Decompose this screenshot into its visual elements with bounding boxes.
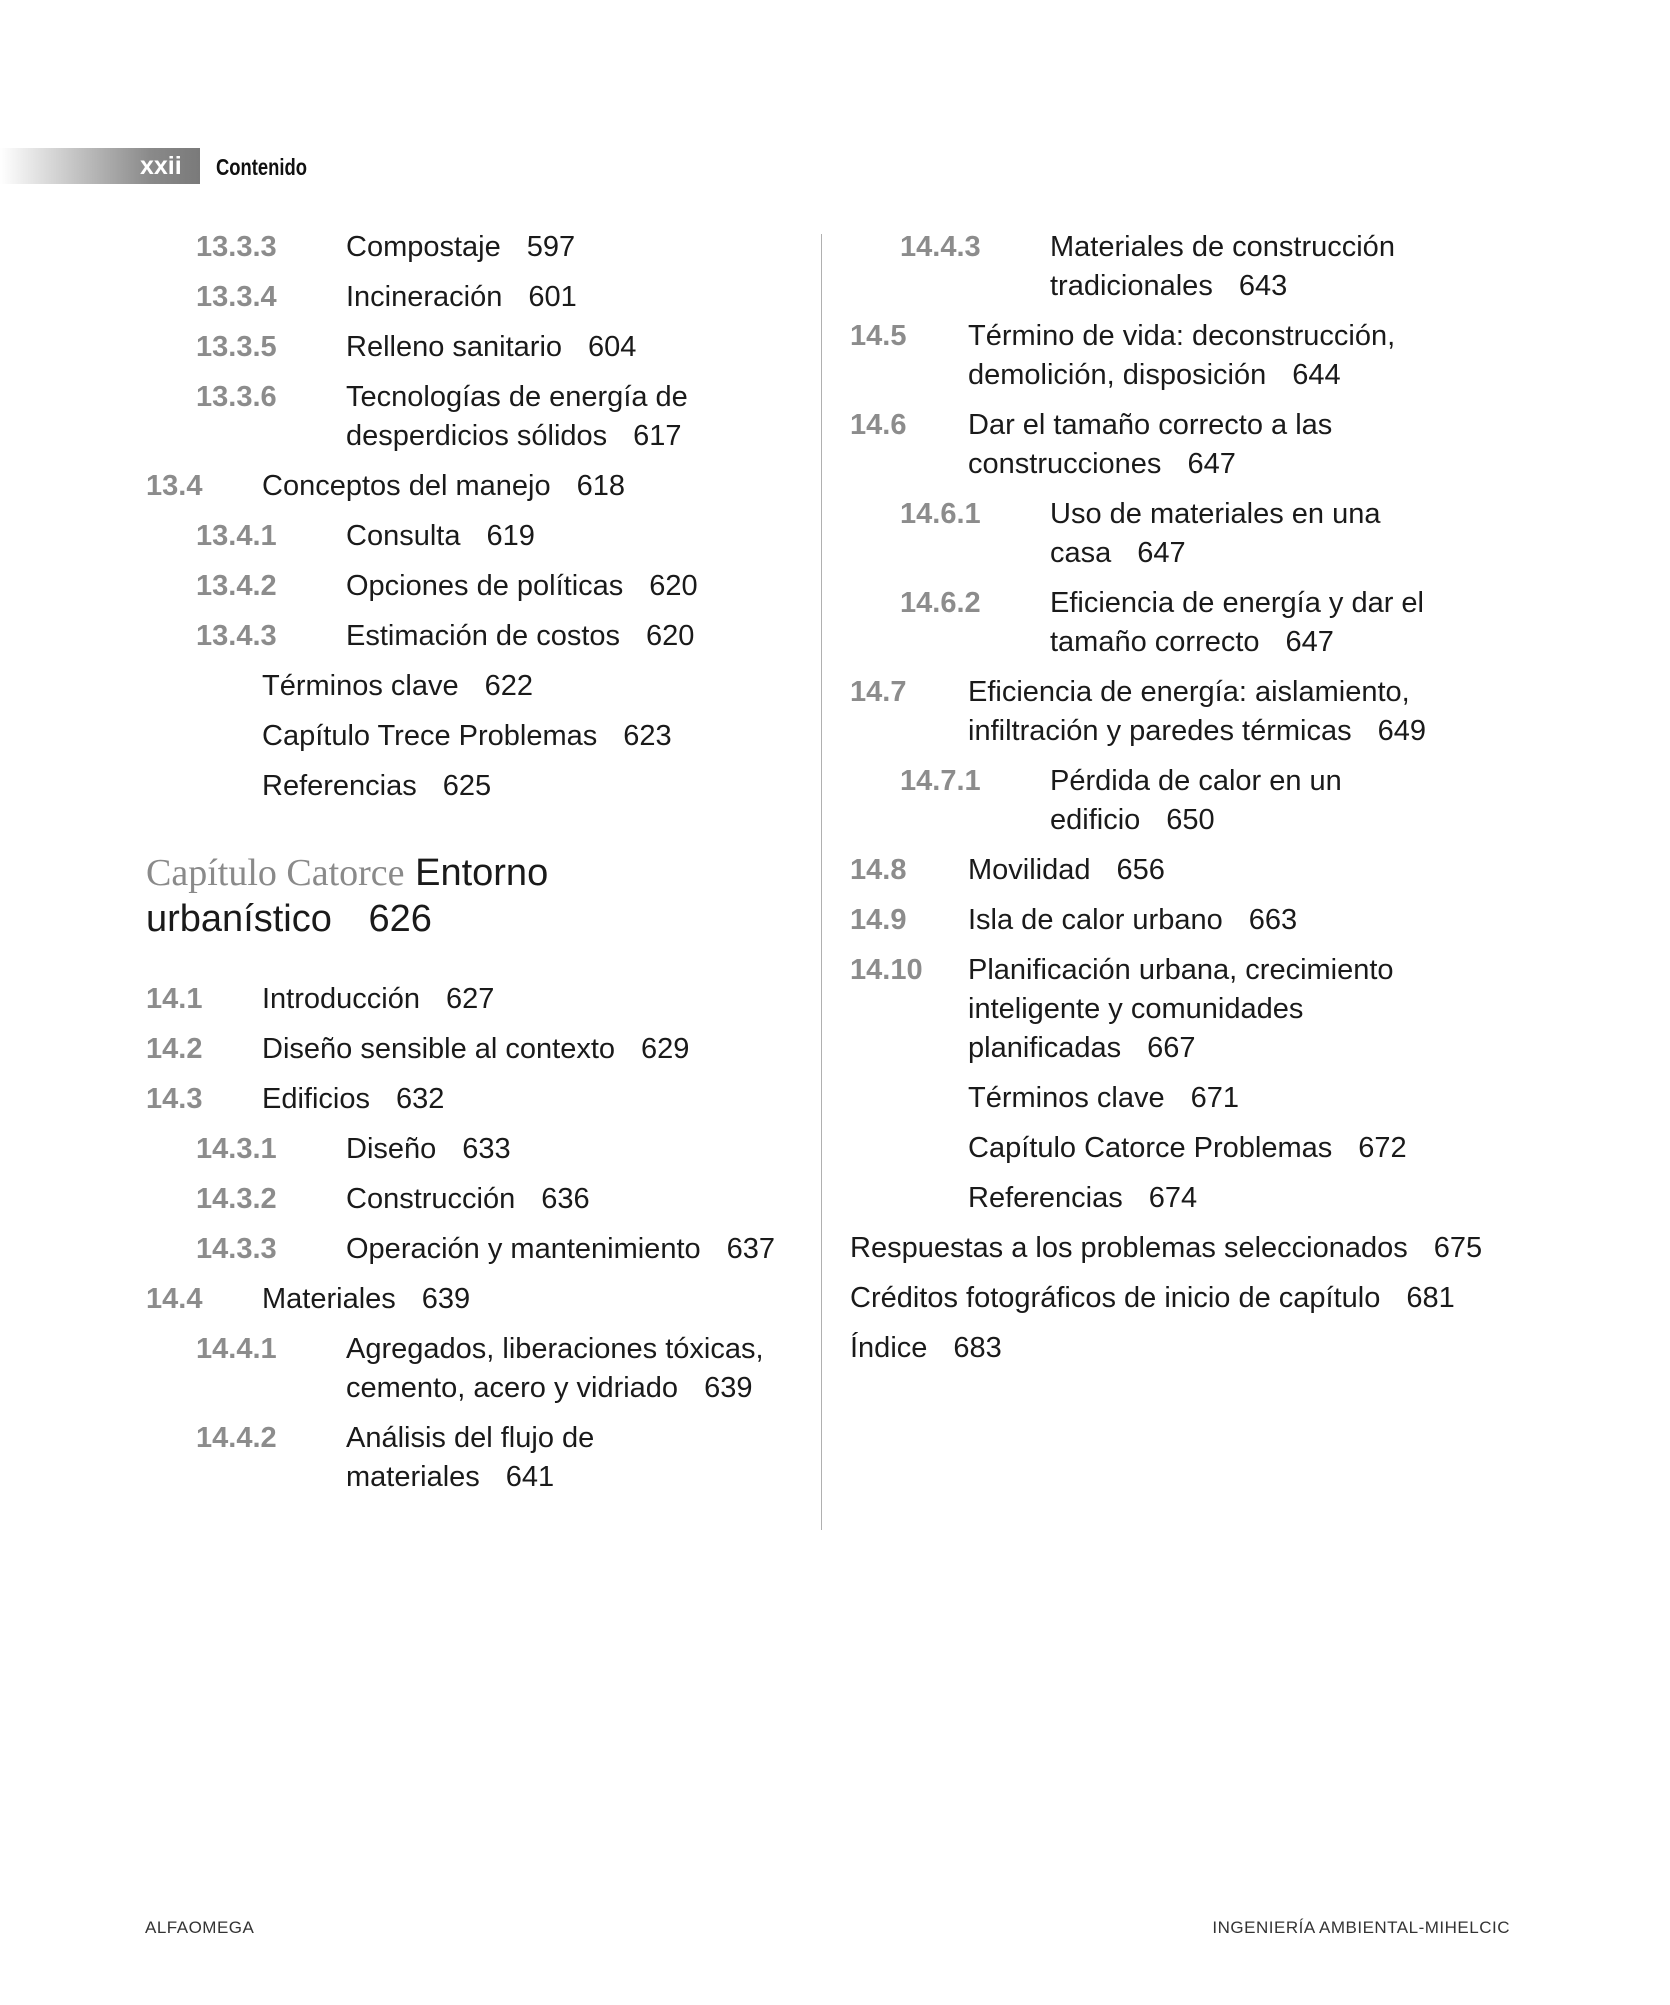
section-number: 14.3 (146, 1083, 203, 1115)
chapter-page: 626 (368, 898, 432, 940)
toc-entry[interactable] (820, 851, 1670, 890)
toc-entry[interactable] (0, 1419, 820, 1497)
entry-title: Respuestas a los problemas seleccionados (850, 1232, 1408, 1264)
entry-title: Conceptos del manejo (262, 470, 551, 502)
section-number: 14.4.2 (196, 1422, 277, 1454)
entry-title: Término de vida: deconstrucción, demolición, disposición (968, 320, 1396, 391)
entry-title: Créditos fotográficos de inicio de capítulo (850, 1282, 1381, 1314)
entry-page-number: 641 (505, 1461, 555, 1493)
entry-title: Materiales (262, 1283, 396, 1315)
entry-page-number: 629 (641, 1033, 690, 1065)
footer-book-title: INGENIERÍA AMBIENTAL-MIHELCIC (1212, 1918, 1510, 1937)
entry-page-number: 620 (646, 620, 695, 652)
toc-entry[interactable] (820, 495, 1670, 573)
section-number: 14.5 (850, 320, 907, 352)
section-number: 13.3.5 (196, 331, 277, 363)
section-number: 13.4.3 (196, 620, 277, 652)
entry-title: Isla de calor urbano (968, 904, 1223, 936)
toc-entry[interactable] (820, 584, 1670, 662)
toc-right-column (820, 228, 1670, 1379)
entry-title: Eficiencia de energía: aislamiento, infiltración y paredes térmicas (968, 676, 1410, 747)
entry-page-number: 647 (1285, 626, 1334, 658)
section-number: 13.4 (146, 470, 203, 502)
entry-page-number: 604 (588, 331, 637, 363)
toc-entry[interactable] (820, 1079, 1670, 1118)
section-number: 14.4 (146, 1283, 203, 1315)
toc-entry[interactable] (0, 1030, 820, 1069)
entry-page-number: 663 (1248, 904, 1298, 936)
toc-entry[interactable] (820, 1329, 1670, 1368)
toc-list-before-chapter (0, 228, 820, 806)
entry-page-number: 667 (1147, 1032, 1196, 1064)
entry-page-number: 619 (486, 520, 535, 552)
entry-page-number: 636 (541, 1183, 590, 1215)
toc-list-right (820, 228, 1670, 1368)
entry-page-number: 597 (526, 231, 576, 263)
entry-title: Opciones de políticas (346, 570, 624, 602)
entry-title: Dar el tamaño correcto a las construcciones (968, 409, 1333, 480)
entry-title: Eficiencia de energía y dar el tamaño correcto (1050, 587, 1424, 658)
section-number: 14.1 (146, 983, 203, 1015)
section-number: 14.6.2 (900, 587, 981, 619)
entry-title: Términos clave (262, 670, 459, 702)
entry-page-number: 681 (1406, 1282, 1455, 1314)
entry-title: Edificios (262, 1083, 370, 1115)
section-number: 14.9 (850, 904, 907, 936)
section-number: 14.8 (850, 854, 907, 886)
toc-entry[interactable] (0, 328, 820, 367)
toc-entry[interactable] (0, 617, 820, 656)
footer-publisher: ALFAOMEGA (145, 1918, 255, 1937)
entry-page-number: 633 (462, 1133, 511, 1165)
entry-title: Uso de materiales en una casa (1050, 498, 1381, 569)
entry-page-number: 601 (528, 281, 577, 313)
entry-page-number: 675 (1433, 1232, 1483, 1264)
entry-page-number: 683 (953, 1332, 1002, 1364)
toc-entry[interactable] (0, 980, 820, 1019)
entry-page-number: 622 (484, 670, 534, 702)
entry-title: Diseño sensible al contexto (262, 1033, 616, 1065)
toc-left-column (0, 228, 820, 1508)
entry-page-number: 618 (576, 470, 625, 502)
chapter-heading[interactable] (146, 850, 706, 942)
entry-title: Referencias (262, 770, 417, 802)
section-number: 14.2 (146, 1033, 203, 1065)
toc-entry[interactable] (0, 1080, 820, 1119)
section-number: 14.7.1 (900, 765, 981, 797)
entry-title: Estimación de costos (346, 620, 621, 652)
chapter-label: Capítulo Catorce (146, 852, 405, 894)
entry-title: Incineración (346, 281, 503, 313)
toc-entry[interactable] (820, 317, 1670, 395)
section-number: 14.3.1 (196, 1133, 277, 1165)
toc-entry[interactable] (0, 1330, 820, 1408)
entry-title: Capítulo Trece Problemas (262, 720, 598, 752)
entry-title: Relleno sanitario (346, 331, 563, 363)
toc-entry[interactable] (0, 1230, 820, 1269)
entry-page-number: 647 (1137, 537, 1186, 569)
toc-entry[interactable] (0, 667, 820, 706)
entry-page-number: 627 (446, 983, 495, 1015)
toc-entry[interactable] (820, 951, 1670, 1068)
page-number: xxii (140, 152, 182, 180)
toc-entry[interactable] (0, 1130, 820, 1169)
entry-title: Agregados, liberaciones tóxicas, cemento, acero y vidriado (346, 1333, 764, 1404)
entry-page-number: 632 (396, 1083, 445, 1115)
entry-title: Índice (850, 1332, 928, 1364)
entry-title: Diseño (346, 1133, 437, 1165)
section-number: 13.3.4 (196, 281, 277, 313)
toc-entry[interactable] (820, 901, 1670, 940)
entry-title: Movilidad (968, 854, 1091, 886)
entry-page-number: 649 (1377, 715, 1426, 747)
section-number: 14.3.3 (196, 1233, 277, 1265)
toc-entry[interactable] (820, 406, 1670, 484)
entry-title: Construcción (346, 1183, 516, 1215)
section-number: 14.4.1 (196, 1333, 277, 1365)
section-number: 14.6.1 (900, 498, 981, 530)
entry-page-number: 639 (421, 1283, 471, 1315)
toc-entry[interactable] (0, 517, 820, 556)
entry-page-number: 637 (726, 1233, 776, 1265)
section-number: 13.3.3 (196, 231, 277, 263)
section-number: 14.6 (850, 409, 907, 441)
entry-page-number: 650 (1166, 804, 1215, 836)
toc-entry[interactable] (0, 1280, 820, 1319)
chapter-title: Entorno urbanístico (146, 852, 549, 940)
entry-title: Capítulo Catorce Problemas (968, 1132, 1333, 1164)
toc-entry[interactable] (820, 762, 1670, 840)
entry-page-number: 617 (633, 420, 682, 452)
entry-title: Términos clave (968, 1082, 1165, 1114)
entry-page-number: 656 (1116, 854, 1165, 886)
entry-title: Tecnologías de energía de desperdicios sólidos (346, 381, 688, 452)
toc-entry[interactable] (820, 673, 1670, 751)
entry-page-number: 644 (1292, 359, 1341, 391)
running-head-title: Contenido (216, 154, 307, 180)
toc-entry[interactable] (0, 1180, 820, 1219)
entry-title: Análisis del flujo de materiales (346, 1422, 595, 1493)
toc-list-after-chapter (0, 980, 820, 1497)
toc-entry[interactable] (0, 717, 820, 756)
toc-entry[interactable] (820, 1229, 1670, 1268)
entry-title: Referencias (968, 1182, 1123, 1214)
section-number: 14.3.2 (196, 1183, 277, 1215)
entry-page-number: 620 (649, 570, 698, 602)
toc-entry[interactable] (820, 228, 1670, 306)
entry-page-number: 623 (623, 720, 672, 752)
toc-entry[interactable] (0, 378, 820, 456)
entry-page-number: 647 (1187, 448, 1236, 480)
section-number: 14.7 (850, 676, 907, 708)
entry-title: Operación y mantenimiento (346, 1233, 701, 1265)
entry-title: Materiales de construcción tradicionales (1050, 231, 1395, 302)
entry-title: Consulta (346, 520, 461, 552)
toc-entry[interactable] (0, 767, 820, 806)
entry-page-number: 643 (1238, 270, 1288, 302)
section-number: 13.4.2 (196, 570, 277, 602)
toc-entry[interactable] (820, 1129, 1670, 1168)
entry-page-number: 625 (442, 770, 492, 802)
toc-entry[interactable] (0, 567, 820, 606)
entry-page-number: 672 (1358, 1132, 1407, 1164)
entry-title: Introducción (262, 983, 420, 1015)
toc-entry[interactable] (0, 228, 820, 267)
toc-entry[interactable] (820, 1179, 1670, 1218)
entry-title: Pérdida de calor en un edificio (1050, 765, 1342, 836)
section-number: 13.3.6 (196, 381, 277, 413)
section-number: 13.4.1 (196, 520, 277, 552)
entry-title: Planificación urbana, crecimiento inteligente y comunidades planificadas (968, 954, 1394, 1064)
toc-entry[interactable] (0, 467, 820, 506)
toc-entry[interactable] (820, 1279, 1670, 1318)
entry-page-number: 639 (704, 1372, 753, 1404)
entry-title: Compostaje (346, 231, 501, 263)
toc-entry[interactable] (0, 278, 820, 317)
section-number: 14.4.3 (900, 231, 981, 263)
entry-page-number: 671 (1190, 1082, 1240, 1114)
entry-page-number: 674 (1148, 1182, 1198, 1214)
section-number: 14.10 (850, 954, 923, 986)
